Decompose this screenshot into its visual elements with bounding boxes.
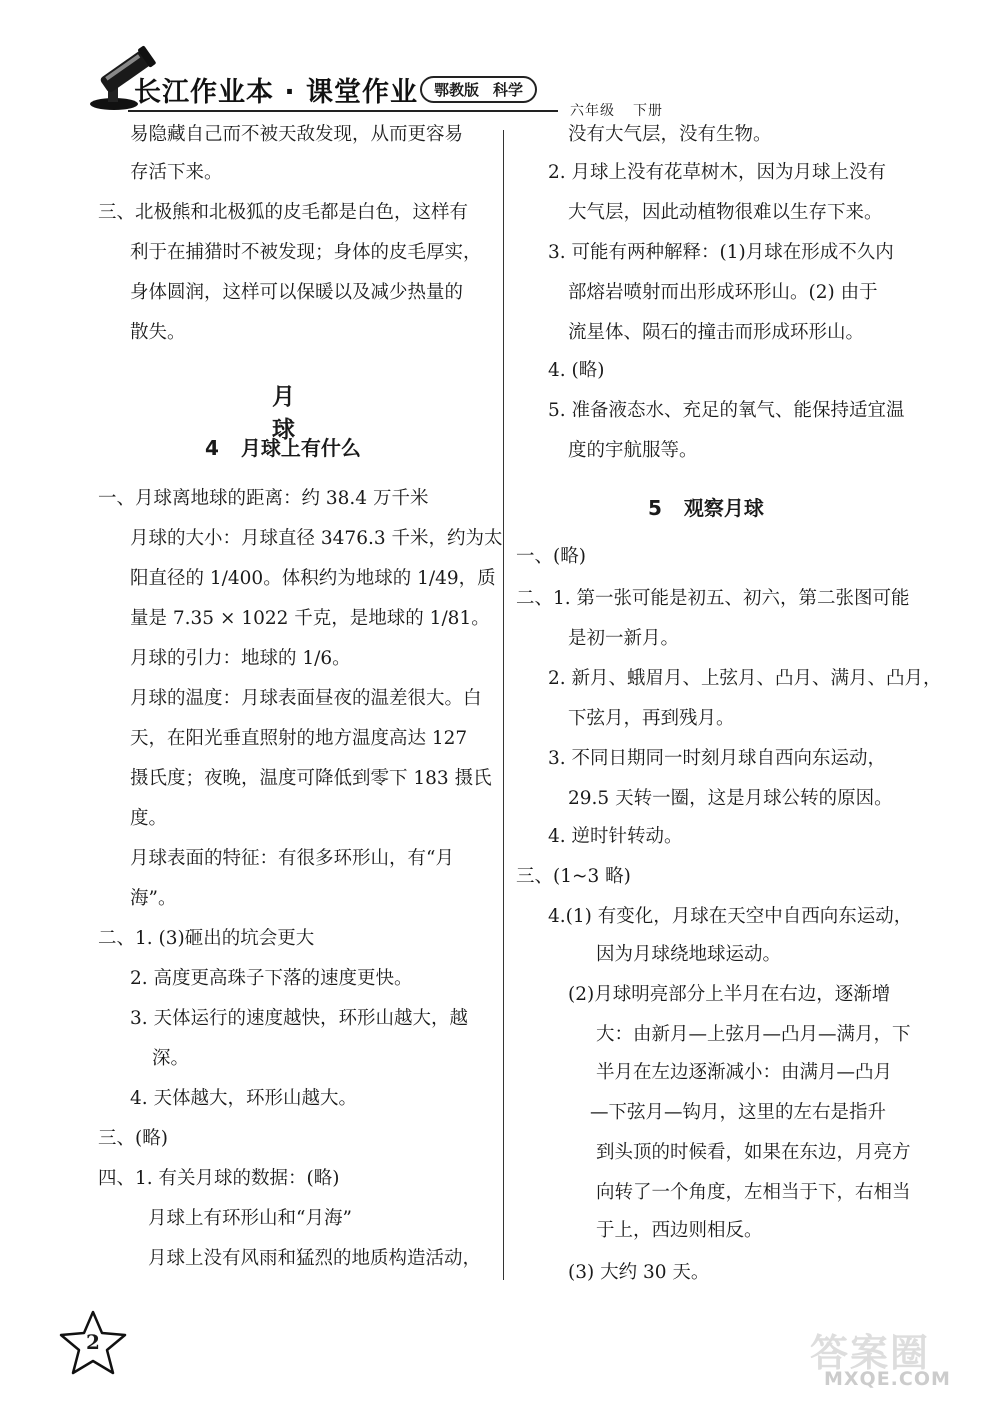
lesson-number: 5 <box>648 496 662 520</box>
text-line: 是初一新月。 <box>568 628 680 649</box>
text-line: 大：由新月—上弦月—凸月—满月，下 <box>596 1024 911 1045</box>
text-line: 量是 7.35 × 1022 千克，是地球的 1/81。 <box>130 608 490 629</box>
text-line: 下弦月，再到残月。 <box>568 708 735 729</box>
text-line: 4.(1) 有变化，月球在天空中自西向东运动， <box>548 906 913 927</box>
text-line: 阳直径的 1/400。体积约为地球的 1/49，质 <box>130 568 496 589</box>
edition-badge <box>420 76 537 103</box>
text-line: 月球的引力：地球的 1/6。 <box>130 648 351 669</box>
text-line: 29.5 天转一圈，这是月球公转的原因。 <box>568 788 893 809</box>
watermark-site: MXQE.COM <box>824 1368 951 1390</box>
text-line: 摄氏度；夜晚，温度可降低到零下 183 摄氏 <box>130 768 492 789</box>
grade-label <box>570 100 663 120</box>
volume-text: 下册 <box>633 103 663 119</box>
text-line: 一、月球离地球的距离：约 38.4 万千米 <box>98 488 429 509</box>
text-line: 月球表面的特征：有很多环形山，有“月 <box>130 848 454 869</box>
text-line: 利于在捕猎时不被发现；身体的皮毛厚实， <box>130 242 482 263</box>
text-line: 2. 高度更高珠子下落的速度更快。 <box>130 968 413 989</box>
text-line: 深。 <box>152 1048 190 1069</box>
page-header <box>88 40 558 120</box>
text-line: 因为月球绕地球运动。 <box>596 944 782 965</box>
text-line: 半月在左边逐渐减小：由满月—凸月 <box>596 1062 893 1083</box>
text-line: 月球的温度：月球表面昼夜的温差很大。白 <box>130 688 482 709</box>
watermark-logo-text: 答案圈 <box>810 1331 931 1375</box>
text-line: 4. 逆时针转动。 <box>548 826 683 847</box>
brand-title: 长江作业本 · 课堂作业 <box>134 77 419 108</box>
unit-title: 月球 <box>272 384 329 443</box>
text-line: 流星体、陨石的撞击而形成环形山。 <box>568 322 865 343</box>
text-line: 3. 天体运行的速度越快，环形山越大，越 <box>130 1008 469 1029</box>
lesson-title: 观察月球 <box>683 496 764 520</box>
lesson-heading <box>205 432 361 461</box>
text-line: (2)月球明亮部分上半月在右边，逐渐增 <box>568 984 891 1005</box>
text-line: 月球的大小：月球直径 3476.3 千米，约为太 <box>130 528 503 549</box>
column-divider <box>503 130 504 1280</box>
text-line: 3. 可能有两种解释：(1)月球在形成不久内 <box>548 242 894 263</box>
grade-text: 六年级 <box>570 103 615 119</box>
text-line: 存活下来。 <box>130 162 223 183</box>
text-line: 三、北极熊和北极狐的皮毛都是白色，这样有 <box>98 202 469 223</box>
text-line: 海”。 <box>130 888 177 909</box>
text-line: 三、(1~3 略) <box>516 866 631 887</box>
text-line: 二、1. 第一张可能是初五、初六，第二张图可能 <box>516 588 910 609</box>
text-line: 三、(略) <box>98 1128 168 1149</box>
text-line: 3. 不同日期同一时刻月球自西向东运动， <box>548 748 887 769</box>
text-line: 四、1. 有关月球的数据：(略) <box>98 1168 340 1189</box>
watermark <box>810 1322 970 1390</box>
text-line: 5. 准备液态水、充足的氧气、能保持适宜温 <box>548 400 905 421</box>
text-line: (3) 大约 30 天。 <box>568 1262 710 1283</box>
lesson-heading <box>648 492 764 521</box>
page-number-badge <box>58 1308 128 1378</box>
lesson-title: 月球上有什么 <box>240 436 361 460</box>
text-line: 二、1. (3)砸出的坑会更大 <box>98 928 315 949</box>
publisher-label: 鄂教版 <box>434 81 480 99</box>
text-line: 大气层，因此动植物很难以生存下来。 <box>568 202 883 223</box>
text-line: 2. 月球上没有花草树木，因为月球上没有 <box>548 162 887 183</box>
page-number: 2 <box>86 1330 100 1354</box>
text-line: 月球上没有风雨和猛烈的地质构造活动， <box>148 1248 482 1269</box>
text-line: 向转了一个角度，左相当于下，右相当 <box>596 1182 911 1203</box>
text-line: 度。 <box>130 808 168 829</box>
text-line: 天，在阳光垂直照射的地方温度高达 127 <box>130 728 468 749</box>
text-line: 散失。 <box>130 322 186 343</box>
text-line: 4. 天体越大，环形山越大。 <box>130 1088 358 1109</box>
subject-label: 科学 <box>493 81 524 99</box>
lesson-number: 4 <box>205 436 219 460</box>
text-line: 没有大气层，没有生物。 <box>568 124 772 145</box>
text-line: 月球上有环形山和“月海” <box>148 1208 352 1229</box>
text-line: 4. (略) <box>548 360 605 381</box>
text-line: 到头顶的时候看，如果在东边，月亮方 <box>596 1142 911 1163</box>
text-line: 一、(略) <box>516 546 586 567</box>
text-line: —下弦月—钩月，这里的左右是指升 <box>590 1102 887 1123</box>
text-line: 于上，西边则相反。 <box>596 1220 763 1241</box>
text-line: 2. 新月、蛾眉月、上弦月、凸月、满月、凸月， <box>548 668 942 689</box>
text-line: 易隐藏自己而不被天敌发现，从而更容易 <box>130 124 464 145</box>
text-line: 度的宇航服等。 <box>568 440 698 461</box>
text-line: 部熔岩喷射而出形成环形山。(2) 由于 <box>568 282 878 303</box>
text-line: 身体圆润，这样可以保暖以及减少热量的 <box>130 282 464 303</box>
header-rule <box>128 110 558 112</box>
